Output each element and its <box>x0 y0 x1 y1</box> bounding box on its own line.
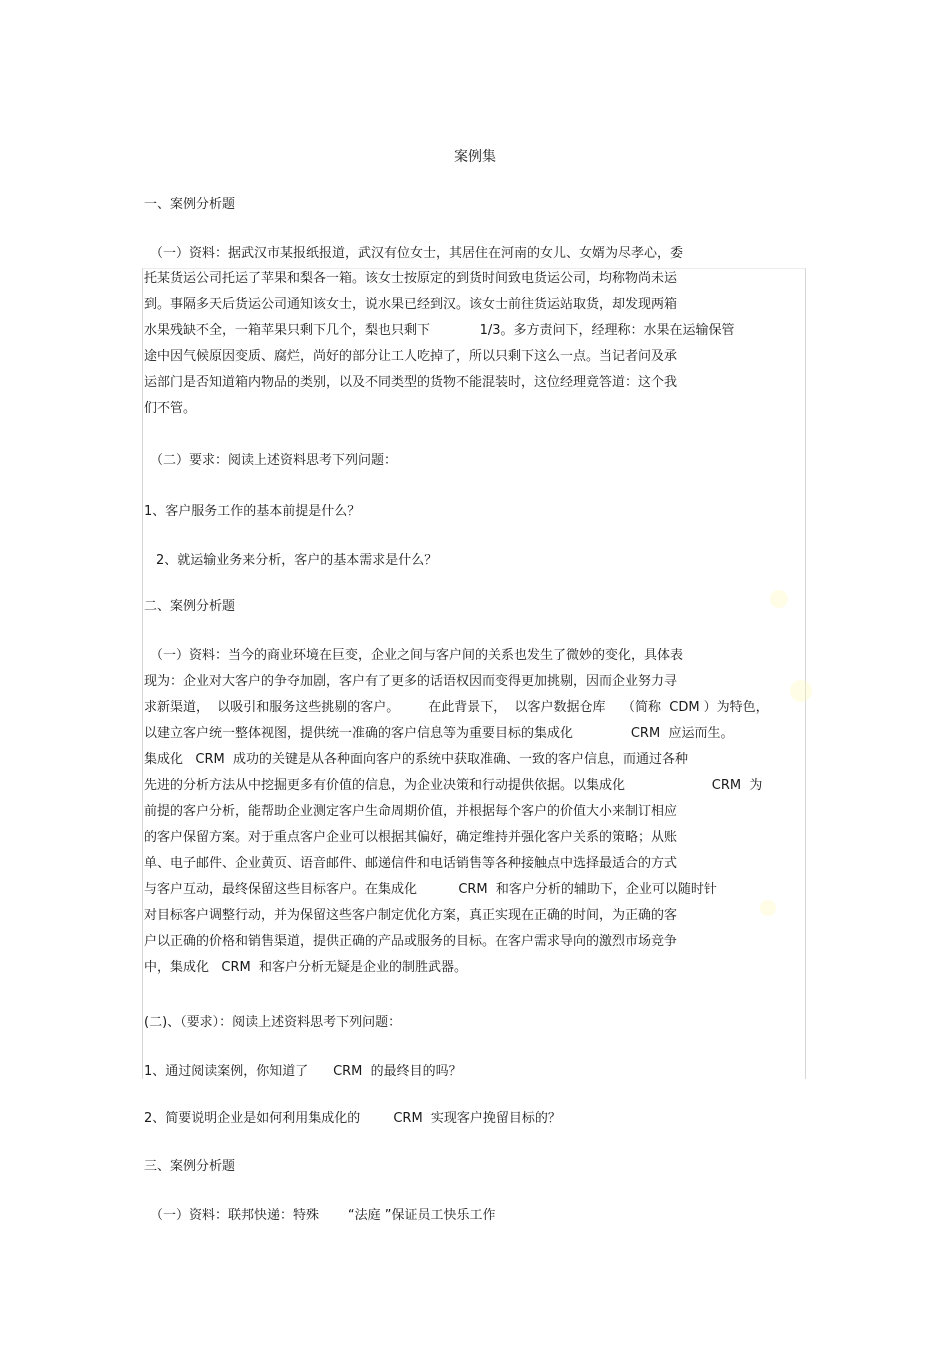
text-line: 三、案例分析题 <box>144 1159 236 1174</box>
text-line: 的客户保留方案。对于重点客户企业可以根据其偏好，确定维持并强化客户关系的策略；从账 <box>144 830 678 845</box>
text-line: 二、案例分析题 <box>144 599 236 614</box>
text-line: 现为：企业对大客户的争夺加剧，客户有了更多的话语权因而变得更加挑剔，因而企业努力寻 <box>144 674 678 689</box>
text-line: 托某货运公司托运了苹果和梨各一箱。该女士按原定的到货时间致电货运公司，均称物尚未运 <box>144 271 678 286</box>
text-line: 2、简要说明企业是如何利用集成化的 CRM 实现客户挽留目标的？ <box>144 1111 561 1126</box>
text-line: 1、客户服务工作的基本前提是什么？ <box>144 504 361 519</box>
text-line: 前提的客户分析，能帮助企业测定客户生命周期价值，并根据每个客户的价值大小来制订相应 <box>144 804 678 819</box>
text-line: 水果残缺不全，一箱苹果只剩下几个，梨也只剩下 1/3。多方责问下，经理称：水果在运输保管 <box>144 323 735 338</box>
text-line: 先进的分析方法从中挖掘更多有价值的信息，为企业决策和行动提供依据。以集成化 CRM 为 <box>144 778 763 793</box>
text-line: 1、通过阅读案例，你知道了 CRM 的最终目的吗？ <box>144 1064 462 1079</box>
text-line: 对目标客户调整行动，并为保留这些客户制定优化方案，真正实现在正确的时间，为正确的客 <box>144 908 678 923</box>
text-line: 与客户互动，最终保留这些目标客户。在集成化 CRM 和客户分析的辅助下，企业可以随时针 <box>144 882 717 897</box>
text-line: 一、案例分析题 <box>144 197 236 212</box>
text-line: 以建立客户统一整体视图，提供统一准确的客户信息等为重要目标的集成化 CRM 应运而生。 <box>144 726 734 741</box>
text-line: （一）资料：联邦快递：特殊 “法庭 ”保证员工快乐工作 <box>150 1208 496 1223</box>
text-line: 户以正确的价格和销售渠道，提供正确的产品或服务的目标。在客户需求导向的激烈市场竞争 <box>144 934 678 949</box>
watermark-speck <box>770 590 788 608</box>
text-line: （一）资料：当今的商业环境在巨变，企业之间与客户间的关系也发生了微妙的变化，具体表 <box>150 648 684 663</box>
text-line: 单、电子邮件、企业黄页、语音邮件、邮递信件和电话销售等各种接触点中选择最适合的方式 <box>144 856 678 871</box>
text-line: （一）资料：据武汉市某报纸报道，武汉有位女士，其居住在河南的女儿、女婿为尽孝心，委 <box>150 246 684 261</box>
text-line: (二)、（要求）：阅读上述资料思考下列问题： <box>144 1015 402 1030</box>
document-title: 案例集 <box>454 149 496 165</box>
text-line: 到。事隔多天后货运公司通知该女士，说水果已经到汉。该女士前往货运站取货，却发现两箱 <box>144 297 678 312</box>
watermark-speck <box>790 680 812 702</box>
text-line: （二）要求：阅读上述资料思考下列问题： <box>150 453 398 468</box>
text-line: 们不管。 <box>144 401 197 416</box>
text-line: 运部门是否知道箱内物品的类别，以及不同类型的货物不能混装时，这位经理竟答道：这个我 <box>144 375 678 390</box>
text-line: 求新渠道， 以吸引和服务这些挑剔的客户。 在此背景下， 以客户数据仓库 （简称 CDM ）为特色， <box>144 700 769 715</box>
text-line: 中，集成化 CRM 和客户分析无疑是企业的制胜武器。 <box>144 960 467 975</box>
text-line: 集成化 CRM 成功的关键是从各种面向客户的系统中获取准确、一致的客户信息，而通过各种 <box>144 752 688 767</box>
text-line: 途中因气候原因变质、腐烂，尚好的部分让工人吃掉了，所以只剩下这么一点。当记者问及承 <box>144 349 678 364</box>
watermark-speck <box>760 900 776 916</box>
text-line: 2、就运输业务来分析，客户的基本需求是什么？ <box>156 553 438 568</box>
